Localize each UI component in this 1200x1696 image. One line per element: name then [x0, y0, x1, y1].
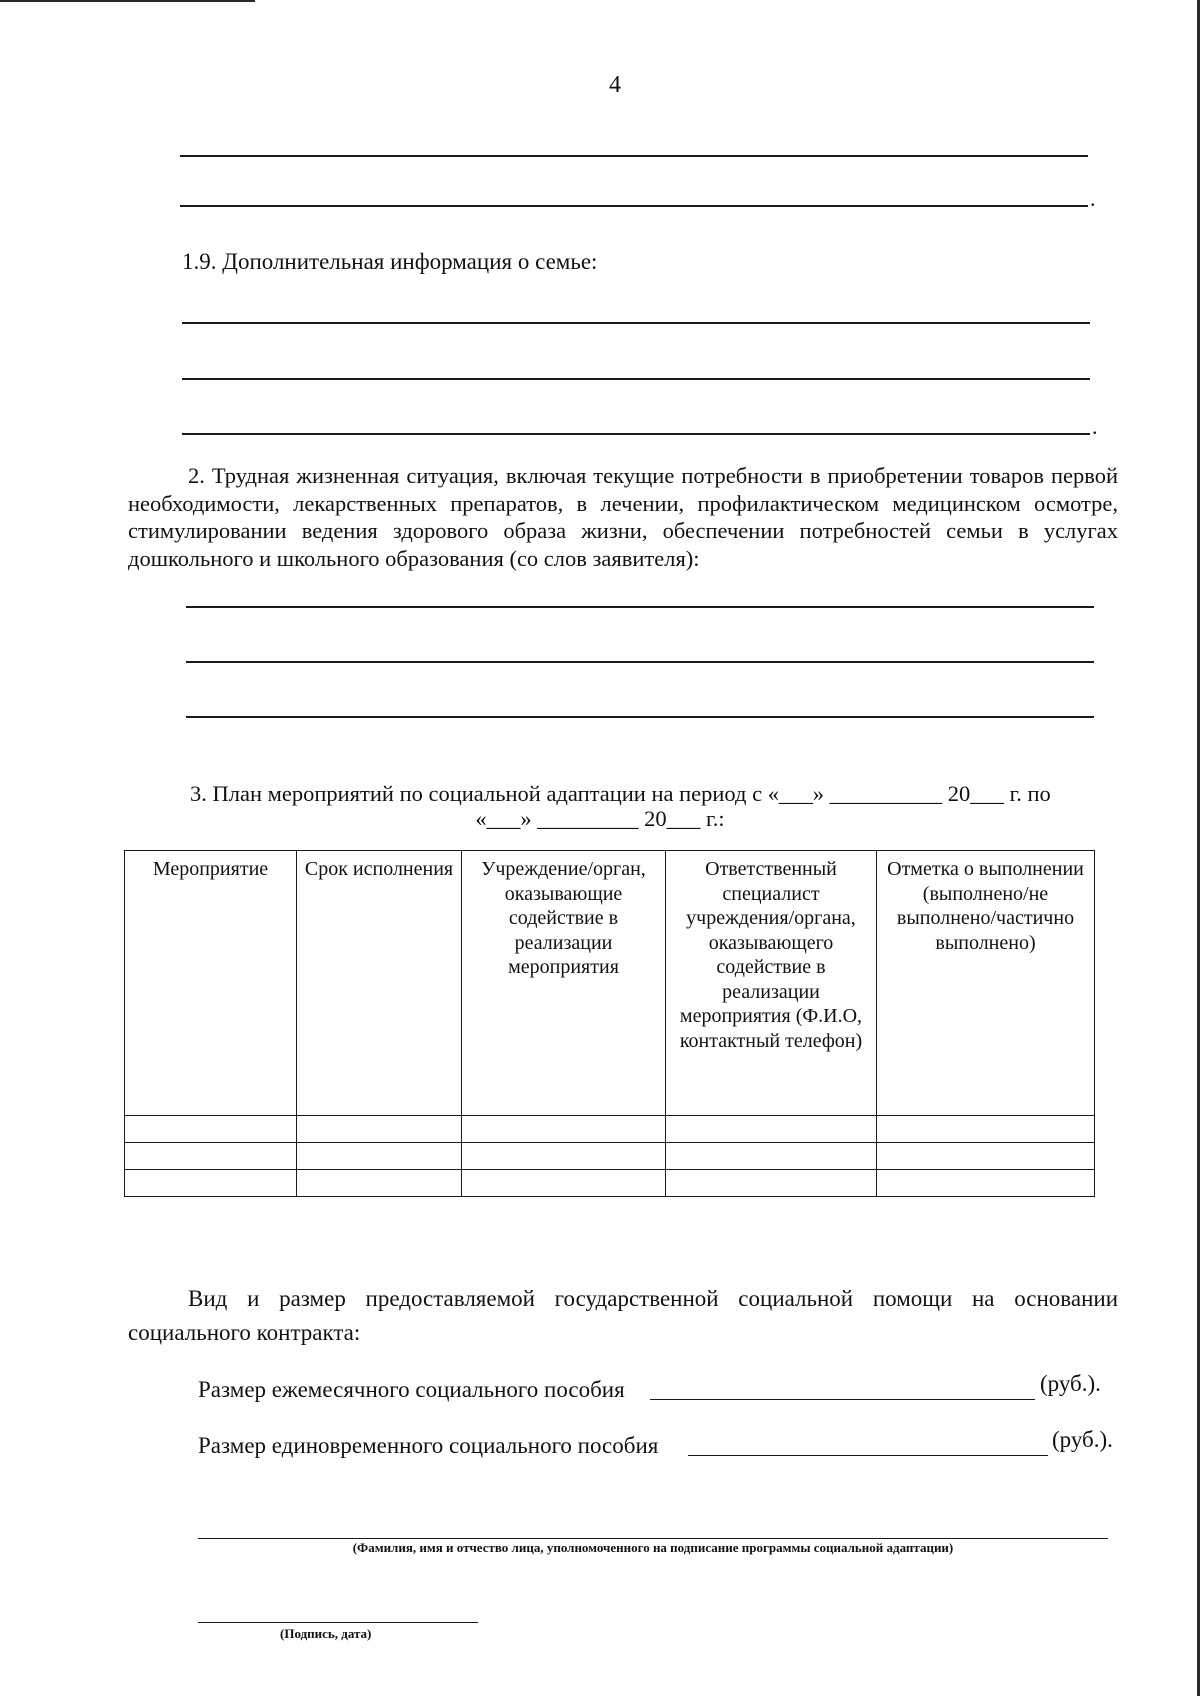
monthly-benefit-label: Размер ежемесячного социального пособия: [198, 1377, 625, 1402]
table-cell[interactable]: [462, 1170, 666, 1197]
table-row: [125, 1143, 1095, 1170]
fill-line[interactable]: [180, 205, 1088, 207]
table-cell[interactable]: [297, 1143, 462, 1170]
col-header-deadline: Срок исполнения: [297, 851, 462, 1116]
col-header-responsible: Ответственный специалист учреждения/органа, оказывающего содействие в реализации мероприятия (Ф.И.О, контактный телефон): [666, 851, 877, 1116]
table-cell[interactable]: [666, 1116, 877, 1143]
monthly-benefit-unit: (руб.).: [1040, 1371, 1101, 1396]
table-cell[interactable]: [666, 1143, 877, 1170]
table-cell[interactable]: [877, 1143, 1095, 1170]
col-header-institution: Учреждение/орган, оказывающие содействие в реализации мероприятия: [462, 851, 666, 1116]
signature-caption: (Подпись, дата): [280, 1626, 372, 1641]
section-2-text: 2. Трудная жизненная ситуация, включая текущие потребности в приобретении товаров первой необходимости, лекарственных препаратов, в лечении, профилактическом медицинском осмотре, стимулировании ведения здорового образа жизни, обеспечении потребностей семьи в услугах дошкольного и школьного образования (со слов заявителя):: [128, 463, 1118, 571]
fill-line[interactable]: [186, 606, 1094, 608]
fill-line[interactable]: [186, 661, 1094, 663]
period-mark: .: [1092, 414, 1098, 439]
table-cell[interactable]: [462, 1143, 666, 1170]
lump-sum-benefit-unit: (руб.).: [1052, 1427, 1113, 1452]
section-3-period-end: «___» _________ 20___ г.:: [475, 806, 725, 831]
table-cell[interactable]: [125, 1116, 297, 1143]
table-cell[interactable]: [297, 1170, 462, 1197]
table-row: [125, 1170, 1095, 1197]
fill-line[interactable]: [186, 716, 1094, 718]
fill-line[interactable]: [182, 378, 1090, 380]
section-3-heading: 3. План мероприятий по социальной адаптации на период с «___» __________ 20___ г. по: [190, 781, 1051, 806]
table-cell[interactable]: [462, 1116, 666, 1143]
page-number: 4: [609, 72, 621, 98]
fill-line[interactable]: [182, 322, 1090, 324]
lump-sum-benefit-label: Размер единовременного социального пособия: [198, 1433, 659, 1458]
table-cell[interactable]: [125, 1143, 297, 1170]
scan-artifact-top: [0, 0, 255, 2]
section-1-9-label: 1.9. Дополнительная информация о семье:: [182, 249, 598, 274]
table-cell[interactable]: [125, 1170, 297, 1197]
signature-date-field[interactable]: [198, 1622, 478, 1623]
col-header-status: Отметка о выполнении (выполнено/не выполнено/частично выполнено): [877, 851, 1095, 1116]
lump-sum-benefit-field[interactable]: [688, 1455, 1048, 1456]
table-cell[interactable]: [666, 1170, 877, 1197]
col-header-event: Мероприятие: [125, 851, 297, 1116]
assistance-intro: Вид и размер предоставляемой государственной социальной помощи на основании социального контракта:: [128, 1286, 1118, 1345]
table-header-row: [125, 851, 1095, 1116]
authorized-person-name-field[interactable]: [198, 1538, 1108, 1539]
period-mark: .: [1090, 186, 1096, 211]
table-cell[interactable]: [297, 1116, 462, 1143]
plan-table: [124, 850, 1095, 1197]
fill-line[interactable]: [180, 155, 1088, 157]
fill-line[interactable]: [182, 433, 1090, 435]
table-cell[interactable]: [877, 1170, 1095, 1197]
table-row: [125, 1116, 1095, 1143]
monthly-benefit-field[interactable]: [650, 1399, 1035, 1400]
authorized-person-caption: (Фамилия, имя и отчество лица, уполномоченного на подписание программы социальной адаптации): [352, 1540, 954, 1555]
table-cell[interactable]: [877, 1116, 1095, 1143]
